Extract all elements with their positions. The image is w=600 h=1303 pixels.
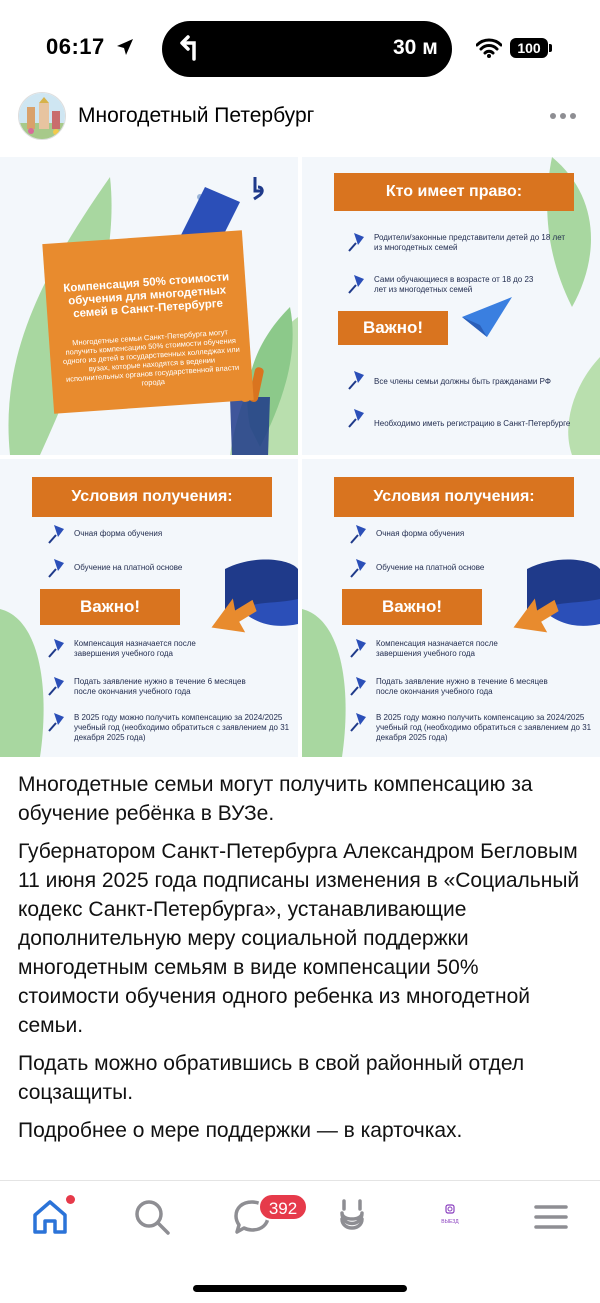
battery-indicator: 100 xyxy=(510,38,548,58)
card1-body: Многодетные семьи Санкт-Петербурга могут получить компенсацию 50% стоимости обучения одного из детей в государственных колледжах или вузах, которые находятся в ведении исполнительных органов государственной власти города xyxy=(62,327,241,388)
card3-item-1: Очная форма обучения xyxy=(74,529,163,538)
pushpin-icon xyxy=(348,637,368,659)
pushpin-icon xyxy=(348,675,368,697)
pushpin-icon xyxy=(346,273,366,295)
profile-tab[interactable] xyxy=(430,1203,470,1231)
profile-tab-label: ВЫЕЗД xyxy=(441,1219,459,1225)
post-paragraph-1: Многодетные семьи могут получить компенсацию за обучение ребёнка в ВУЗе. xyxy=(18,773,533,825)
card3-item-4: Подать заявление нужно в течение 6 месяцев после окончания учебного года xyxy=(74,677,246,696)
card4-important xyxy=(342,589,482,625)
card4-heading xyxy=(334,477,574,517)
search-icon[interactable] xyxy=(132,1197,172,1237)
pushpin-icon xyxy=(348,557,368,579)
card2-heading xyxy=(334,173,574,211)
menu-icon[interactable] xyxy=(531,1197,571,1237)
clock: 06:17 xyxy=(46,34,105,59)
post-paragraph-2: Губернатором Санкт-Петербурга Александром Бегловым 11 июня 2025 года подписаны изменения в «Социальный кодекс Санкт-Петербурга», устанавливающие дополнительную меру социальной поддержки многодетным семьям в виде компенсации 50% стоимости обучения одного ребенка из многодетной семьи. xyxy=(18,840,580,1037)
pushpin-icon xyxy=(46,523,66,545)
pushpin-icon xyxy=(346,369,366,391)
pushpin-icon xyxy=(348,711,368,733)
card4-important-text: Важно! xyxy=(381,597,443,616)
card2-important xyxy=(338,311,448,345)
pushpin-icon xyxy=(46,675,66,697)
post-text xyxy=(18,770,584,1154)
card3-heading xyxy=(32,477,272,517)
turn-left-icon xyxy=(178,33,202,61)
group-avatar[interactable] xyxy=(18,92,66,140)
post-paragraph-3: Подать можно обратившись в свой районный отдел соцзащиты. xyxy=(18,1052,525,1104)
card2-item-3: Все члены семьи должны быть гражданами РФ xyxy=(374,377,551,386)
card4-item-4: Подать заявление нужно в течение 6 месяцев после окончания учебного года xyxy=(376,677,548,696)
wifi-icon xyxy=(476,38,502,58)
pushpin-icon xyxy=(46,557,66,579)
instagram-icon xyxy=(430,1203,470,1219)
card4-item-5: В 2025 году можно получить компенсацию за 2024/2025 учебный год (необходимо обратиться с заявлением до 31 декабря 2025 года) xyxy=(376,713,592,742)
card2-item-1: Родители/законные представители детей до 18 лет из многодетных семей xyxy=(374,233,566,252)
card3-important xyxy=(40,589,180,625)
card1-title: Компенсация 50% стоимости обучения для многодетных семей в Санкт-Петербурге xyxy=(62,271,230,321)
post-image-grid xyxy=(0,157,600,755)
messages-badge: 392 xyxy=(258,1193,308,1221)
more-options-icon[interactable] xyxy=(549,112,577,120)
battery-cap xyxy=(549,44,552,52)
clips-icon[interactable] xyxy=(332,1197,372,1237)
card4-heading-text: Условия получения: xyxy=(373,488,535,505)
location-arrow-icon xyxy=(116,38,134,56)
pushpin-icon xyxy=(346,407,366,429)
card2-item-4: Необходимо иметь регистрацию в Санкт-Петербурге xyxy=(374,419,571,428)
status-bar xyxy=(0,0,600,92)
navigation-distance: 30 м xyxy=(393,36,438,59)
card4-item-3: Компенсация назначается после завершения учебного года xyxy=(376,639,498,658)
card2-item-2: Сами обучающиеся в возрасте от 18 до 23 лет из многодетных семей xyxy=(374,275,534,294)
image-card-4[interactable] xyxy=(302,459,600,757)
image-card-2[interactable] xyxy=(302,157,600,455)
group-name[interactable]: Многодетный Петербург xyxy=(78,104,315,127)
pushpin-icon xyxy=(346,231,366,253)
home-notification-dot xyxy=(66,1195,75,1204)
post-header xyxy=(0,92,600,150)
image-card-1[interactable] xyxy=(0,157,298,455)
card3-important-text: Важно! xyxy=(79,597,141,616)
card4-item-2: Обучение на платной основе xyxy=(376,563,485,572)
card1-orange-note xyxy=(42,230,253,414)
home-icon[interactable] xyxy=(30,1197,70,1237)
pushpin-icon xyxy=(46,637,66,659)
image-card-3[interactable] xyxy=(0,459,298,757)
home-indicator[interactable] xyxy=(193,1285,407,1292)
card2-heading-text: Кто имеет право: xyxy=(385,183,523,200)
pushpin-icon xyxy=(348,523,368,545)
card4-item-1: Очная форма обучения xyxy=(376,529,465,538)
card3-item-3: Компенсация назначается после завершения учебного года xyxy=(74,639,196,658)
post-paragraph-4: Подробнее о мере поддержки — в карточках. xyxy=(18,1119,463,1142)
card3-item-2: Обучение на платной основе xyxy=(74,563,183,572)
card2-important-text: Важно! xyxy=(362,318,424,337)
pushpin-icon xyxy=(46,711,66,733)
card3-heading-text: Условия получения: xyxy=(71,488,233,505)
card3-item-5: В 2025 году можно получить компенсацию за 2024/2025 учебный год (необходимо обратиться с заявлением до 31 декабря 2025 года) xyxy=(74,713,290,742)
